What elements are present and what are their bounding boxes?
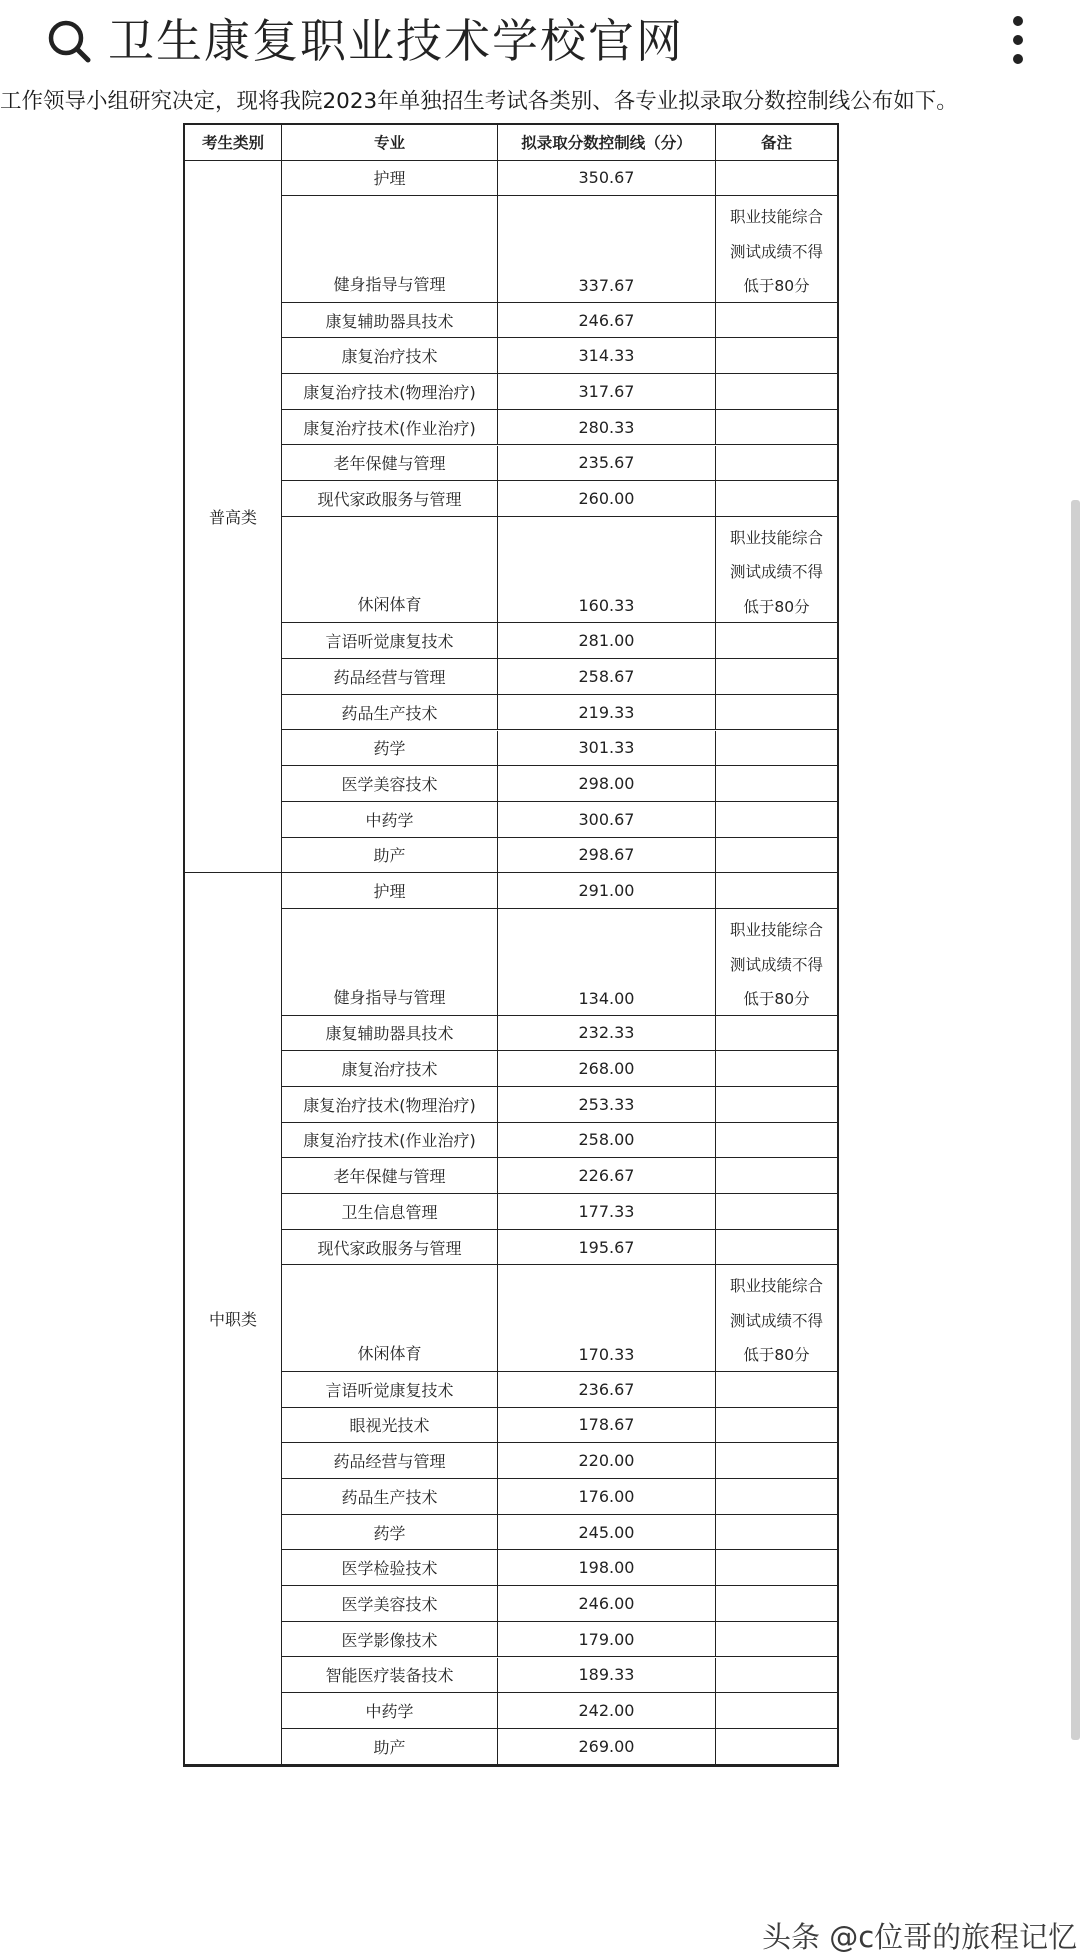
score-cell: 219.33 xyxy=(498,695,716,731)
score-cell: 269.00 xyxy=(498,1729,716,1765)
score-cell: 235.67 xyxy=(498,446,716,482)
score-cell: 236.67 xyxy=(498,1372,716,1408)
score-cell: 189.33 xyxy=(498,1658,716,1694)
category-label-vocational-school: 中职类 xyxy=(185,873,282,1764)
note-line: 低于80分 xyxy=(743,1346,810,1365)
table-row xyxy=(185,1265,837,1372)
note-cell xyxy=(716,1729,837,1765)
major-cell: 健身指导与管理 xyxy=(282,196,498,303)
note-cell xyxy=(716,410,837,446)
note-cell xyxy=(716,1158,837,1194)
intro-text: 工作领导小组研究决定，现将我院2023年单独招生考试各类别、各专业拟录取分数控制线公布如下。 xyxy=(0,89,958,114)
score-cell: 281.00 xyxy=(498,623,716,659)
major-cell: 休闲体育 xyxy=(282,517,498,624)
table-row xyxy=(185,659,837,695)
score-cell: 298.00 xyxy=(498,766,716,802)
table-row xyxy=(185,1693,837,1729)
category-label-general-high-school: 普高类 xyxy=(185,161,282,874)
table-row xyxy=(185,1622,837,1658)
table-row xyxy=(185,1158,837,1194)
note-cell xyxy=(716,374,837,410)
major-cell: 康复治疗技术 xyxy=(282,1051,498,1087)
major-cell: 助产 xyxy=(282,1729,498,1765)
major-cell: 中药学 xyxy=(282,802,498,838)
note-cell xyxy=(716,1265,837,1372)
score-cell: 177.33 xyxy=(498,1194,716,1230)
top-bar xyxy=(0,0,1080,82)
note-cell xyxy=(716,1479,837,1515)
score-cell: 268.00 xyxy=(498,1051,716,1087)
score-cell: 253.33 xyxy=(498,1087,716,1123)
note-cell xyxy=(716,446,837,482)
note-line: 低于80分 xyxy=(743,597,810,616)
table-row xyxy=(185,1408,837,1444)
note-line: 测试成绩不得 xyxy=(729,563,823,582)
note-line: 测试成绩不得 xyxy=(729,242,823,261)
note-line: 测试成绩不得 xyxy=(729,955,823,974)
table-row xyxy=(185,1443,837,1479)
major-cell: 护理 xyxy=(282,873,498,909)
note-cell xyxy=(716,1230,837,1266)
scrollbar[interactable] xyxy=(1071,500,1080,1740)
major-cell: 言语听觉康复技术 xyxy=(282,623,498,659)
major-cell: 医学检验技术 xyxy=(282,1550,498,1586)
note-line: 职业技能综合 xyxy=(729,1277,823,1296)
major-cell: 康复治疗技术(物理治疗) xyxy=(282,1087,498,1123)
note-cell xyxy=(716,481,837,517)
note-cell xyxy=(716,659,837,695)
table-row xyxy=(185,303,837,339)
score-cell: 220.00 xyxy=(498,1443,716,1479)
major-cell: 康复辅助器具技术 xyxy=(282,303,498,339)
major-cell: 药学 xyxy=(282,731,498,767)
score-cell: 280.33 xyxy=(498,410,716,446)
note-cell xyxy=(716,802,837,838)
note-cell xyxy=(716,1194,837,1230)
note-cell xyxy=(716,1443,837,1479)
major-cell: 言语听觉康复技术 xyxy=(282,1372,498,1408)
note-cell xyxy=(716,1515,837,1551)
table-row xyxy=(185,1087,837,1123)
table-row xyxy=(185,374,837,410)
note-line: 低于80分 xyxy=(743,990,810,1008)
table-row xyxy=(185,1016,837,1052)
score-cell: 160.33 xyxy=(498,517,716,624)
note-cell xyxy=(716,731,837,767)
note-cell xyxy=(716,1016,837,1052)
table-row xyxy=(185,1729,837,1765)
score-cell: 198.00 xyxy=(498,1550,716,1586)
note-cell xyxy=(716,909,837,1016)
major-cell: 休闲体育 xyxy=(282,1265,498,1372)
more-options-icon[interactable] xyxy=(1003,12,1033,68)
table-row xyxy=(185,873,837,909)
major-cell: 现代家政服务与管理 xyxy=(282,1230,498,1266)
note-cell xyxy=(716,1123,837,1159)
table-row xyxy=(185,802,837,838)
note-cell xyxy=(716,338,837,374)
score-cell: 245.00 xyxy=(498,1515,716,1551)
score-cell: 300.67 xyxy=(498,802,716,838)
major-cell: 康复辅助器具技术 xyxy=(282,1016,498,1052)
major-cell: 智能医疗装备技术 xyxy=(282,1658,498,1694)
table-row xyxy=(185,1479,837,1515)
score-cell: 317.67 xyxy=(498,374,716,410)
table-row xyxy=(185,161,837,197)
table-row xyxy=(185,481,837,517)
table-row xyxy=(185,1658,837,1694)
table-row xyxy=(185,1123,837,1159)
major-cell: 医学美容技术 xyxy=(282,766,498,802)
table-row xyxy=(185,446,837,482)
score-cell: 242.00 xyxy=(498,1693,716,1729)
score-cell: 246.00 xyxy=(498,1586,716,1622)
note-line: 职业技能综合 xyxy=(729,208,823,227)
major-cell: 康复治疗技术 xyxy=(282,338,498,374)
score-cell: 258.00 xyxy=(498,1123,716,1159)
table-row xyxy=(185,410,837,446)
score-cell: 195.67 xyxy=(498,1230,716,1266)
score-cell: 176.00 xyxy=(498,1479,716,1515)
note-cell xyxy=(716,1087,837,1123)
note-cell xyxy=(716,1658,837,1694)
search-icon[interactable] xyxy=(46,18,92,64)
table-row xyxy=(185,909,837,1016)
major-cell: 助产 xyxy=(282,838,498,874)
table-row xyxy=(185,338,837,374)
note-cell xyxy=(716,196,837,303)
major-cell: 康复治疗技术(物理治疗) xyxy=(282,374,498,410)
table-row xyxy=(185,1051,837,1087)
note-cell xyxy=(716,623,837,659)
major-cell: 药品生产技术 xyxy=(282,695,498,731)
major-cell: 药学 xyxy=(282,1515,498,1551)
major-cell: 眼视光技术 xyxy=(282,1408,498,1444)
table-row xyxy=(185,196,837,303)
major-cell: 医学影像技术 xyxy=(282,1622,498,1658)
note-line: 测试成绩不得 xyxy=(729,1311,823,1330)
score-cell: 170.33 xyxy=(498,1265,716,1372)
score-cell: 260.00 xyxy=(498,481,716,517)
major-cell: 药品生产技术 xyxy=(282,1479,498,1515)
score-cell: 134.00 xyxy=(498,909,716,1016)
note-cell xyxy=(716,1693,837,1729)
note-cell xyxy=(716,1051,837,1087)
major-cell: 护理 xyxy=(282,161,498,197)
score-cell: 350.67 xyxy=(498,161,716,197)
table-row xyxy=(185,1230,837,1266)
table-row xyxy=(185,838,837,874)
note-cell xyxy=(716,1622,837,1658)
note-cell xyxy=(716,1550,837,1586)
major-cell: 药品经营与管理 xyxy=(282,1443,498,1479)
major-cell: 中药学 xyxy=(282,1693,498,1729)
table-row xyxy=(185,695,837,731)
table-row xyxy=(185,731,837,767)
watermark: 头条 @c位哥的旅程记忆 xyxy=(762,1920,1078,1954)
note-cell xyxy=(716,161,837,197)
note-line: 职业技能综合 xyxy=(729,528,823,547)
score-cell: 246.67 xyxy=(498,303,716,339)
score-cell: 298.67 xyxy=(498,838,716,874)
note-cell xyxy=(716,1372,837,1408)
note-cell xyxy=(716,1586,837,1622)
site-title[interactable]: 卫生康复职业技术学校官网 xyxy=(108,14,684,68)
major-cell: 现代家政服务与管理 xyxy=(282,481,498,517)
table-row xyxy=(185,766,837,802)
note-cell xyxy=(716,838,837,874)
table-header-row xyxy=(185,125,837,161)
score-cell: 258.67 xyxy=(498,659,716,695)
table-row xyxy=(185,1372,837,1408)
table-row xyxy=(185,517,837,624)
score-table xyxy=(183,123,839,1767)
major-cell: 老年保健与管理 xyxy=(282,1158,498,1194)
score-cell: 232.33 xyxy=(498,1016,716,1052)
score-cell: 337.67 xyxy=(498,196,716,303)
column-header-major: 专业 xyxy=(282,125,498,161)
note-cell xyxy=(716,1408,837,1444)
column-header-note: 备注 xyxy=(716,125,837,161)
score-cell: 179.00 xyxy=(498,1622,716,1658)
note-cell xyxy=(716,873,837,909)
major-cell: 老年保健与管理 xyxy=(282,446,498,482)
major-cell: 康复治疗技术(作业治疗) xyxy=(282,410,498,446)
note-cell xyxy=(716,517,837,624)
major-cell: 卫生信息管理 xyxy=(282,1194,498,1230)
major-cell: 药品经营与管理 xyxy=(282,659,498,695)
table-row xyxy=(185,1550,837,1586)
score-cell: 226.67 xyxy=(498,1158,716,1194)
column-header-category: 考生类别 xyxy=(185,125,282,161)
major-cell: 康复治疗技术(作业治疗) xyxy=(282,1123,498,1159)
table-row xyxy=(185,1515,837,1551)
score-cell: 314.33 xyxy=(498,338,716,374)
score-cell: 291.00 xyxy=(498,873,716,909)
note-line: 职业技能综合 xyxy=(729,921,823,939)
table-row xyxy=(185,623,837,659)
note-cell xyxy=(716,303,837,339)
note-line: 低于80分 xyxy=(743,277,810,296)
note-cell xyxy=(716,695,837,731)
column-header-cutoff-score: 拟录取分数控制线（分） xyxy=(498,125,716,161)
score-cell: 178.67 xyxy=(498,1408,716,1444)
table-row xyxy=(185,1586,837,1622)
table-row xyxy=(185,1194,837,1230)
major-cell: 医学美容技术 xyxy=(282,1586,498,1622)
major-cell: 健身指导与管理 xyxy=(282,909,498,1016)
score-cell: 301.33 xyxy=(498,731,716,767)
note-cell xyxy=(716,766,837,802)
